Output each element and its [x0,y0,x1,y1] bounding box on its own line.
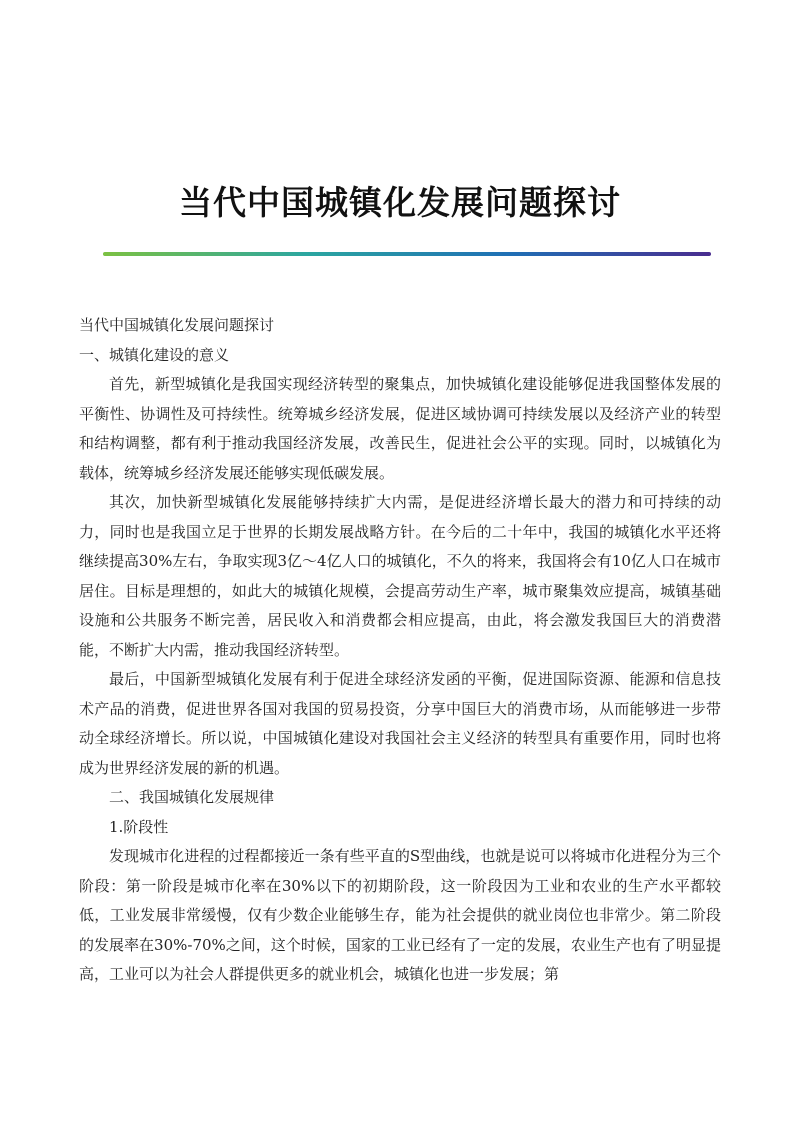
paragraph-4: 发现城市化进程的过程都接近一条有些平直的S型曲线，也就是说可以将城市化进程分为三个阶段：第一阶段是城市化率在30%以下的初期阶段，这一阶段因为工业和农业的生产水平都较低，工业发展非常缓慢，仅有少数企业能够生存，能为社会提供的就业岗位也非常少。第二阶段的发展率在30%-70%之间，这个时候，国家的工业已经有了一定的发展，农业生产也有了明显提高，工业可以为社会人群提供更多的就业机会，城镇化也进一步发展；第 [79,847,721,983]
subsection-heading-1: 1.阶段性 [109,817,169,836]
document-body [79,311,721,990]
section-heading-2: 二、我国城镇化发展规律 [109,788,275,806]
paragraph-1: 首先，新型城镇化是我国实现经济转型的聚集点，加快城镇化建设能够促进我国整体发展的平衡性、协调性及可持续性。统筹城乡经济发展，促进区域协调可持续发展以及经济产业的转型和结构调整，都有利于推动我国经济发展，改善民生，促进社会公平的实现。同时，以城镇化为载体，统筹城乡经济发展还能够实现低碳发展。 [79,375,721,482]
title-divider [103,252,711,256]
page-title: 当代中国城镇化发展问题探讨 [179,183,621,223]
section-heading-1: 一、城镇化建设的意义 [79,345,230,364]
paragraph-2: 其次，加快新型城镇化发展能够持续扩大内需，是促进经济增长最大的潜力和可持续的动力，同时也是我国立足于世界的长期发展战略方针。在今后的二十年中，我国的城镇化水平还将继续提高30%左右，争取实现3亿～4亿人口的城镇化，不久的将来，我国将会有10亿人口在城市居住。目标是理想的，如此大的城镇化规模，会提高劳动生产率，城市聚集效应提高，城镇基础设施和公共服务不断完善，居民收入和消费都会相应提高，由此，将会激发我国巨大的消费潜能，不断扩大内需，推动我国经济转型。 [79,493,721,659]
paragraph-3: 最后，中国新型城镇化发展有利于促进全球经济发函的平衡，促进国际资源、能源和信息技术产品的消费，促进世界各国对我国的贸易投资，分享中国巨大的消费市场，从而能够进一步带动全球经济增长。所以说，中国城镇化建设对我国社会主义经济的转型具有重要作用，同时也将成为世界经济发展的新的机遇。 [79,670,721,777]
document-subtitle: 当代中国城镇化发展问题探讨 [79,316,275,334]
